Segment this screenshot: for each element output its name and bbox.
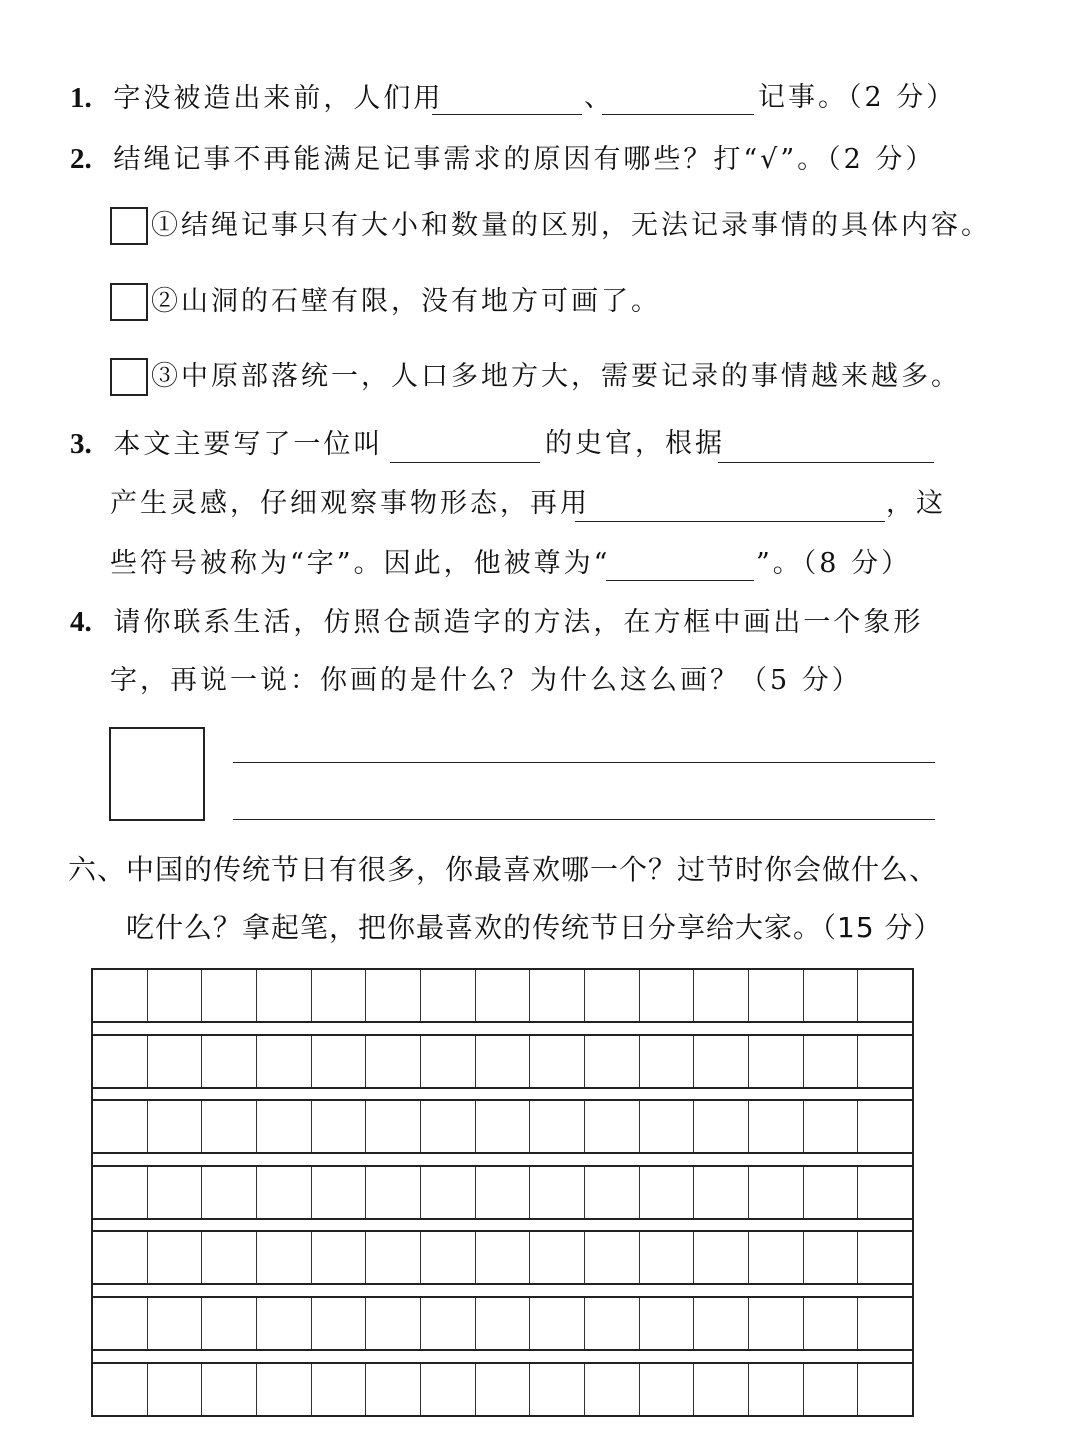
question-text-end: ”。（8 分）	[756, 548, 912, 579]
grid-cell[interactable]	[804, 1232, 859, 1283]
checkbox-option-3[interactable]	[110, 358, 148, 396]
answer-blank-q1-b[interactable]	[602, 114, 754, 115]
question-text: 本文主要写了一位叫	[113, 429, 384, 460]
grid-cell[interactable]	[148, 1298, 203, 1349]
grid-cell[interactable]	[312, 970, 367, 1021]
grid-cell[interactable]	[312, 1036, 367, 1087]
grid-cell[interactable]	[366, 1298, 421, 1349]
grid-cell[interactable]	[93, 1298, 148, 1349]
question-text: 请你联系生活，仿照仓颉造字的方法，在方框中画出一个象形	[113, 607, 924, 638]
grid-cell[interactable]	[694, 1364, 749, 1415]
grid-cell[interactable]	[640, 1298, 695, 1349]
grid-cell[interactable]	[421, 1364, 476, 1415]
grid-cell[interactable]	[202, 1298, 257, 1349]
grid-cell[interactable]	[148, 1101, 203, 1152]
grid-cell[interactable]	[858, 1036, 912, 1087]
section-6-heading-cont: 吃什么？拿起笔，把你最喜欢的传统节日分享给大家。（15 分）	[126, 911, 943, 944]
grid-cell[interactable]	[312, 1364, 367, 1415]
grid-cell[interactable]	[858, 970, 912, 1021]
drawing-box[interactable]	[109, 727, 205, 821]
grid-cell[interactable]	[749, 1101, 804, 1152]
grid-cell[interactable]	[858, 1298, 912, 1349]
grid-cell[interactable]	[640, 1036, 695, 1087]
grid-cell[interactable]	[749, 1167, 804, 1218]
answer-blank-q1-a[interactable]	[432, 114, 582, 115]
grid-cell[interactable]	[585, 1167, 640, 1218]
question-text: 些符号被称为“字”。因此，他被尊为“	[110, 548, 611, 579]
grid-cell[interactable]	[148, 970, 203, 1021]
question-number: 3.	[70, 428, 92, 460]
grid-cell[interactable]	[93, 1364, 148, 1415]
question-1	[70, 78, 443, 119]
grid-cell[interactable]	[585, 970, 640, 1021]
grid-cell[interactable]	[749, 1298, 804, 1349]
answer-blank-q3-basis[interactable]	[718, 462, 934, 463]
grid-cell[interactable]	[530, 1167, 585, 1218]
grid-row	[91, 1230, 914, 1285]
grid-cell[interactable]	[202, 970, 257, 1021]
grid-cell[interactable]	[476, 1364, 531, 1415]
question-text: 字，再说一说：你画的是什么？为什么这么画？（5 分）	[110, 665, 862, 696]
answer-line-q4-2[interactable]	[233, 819, 935, 820]
grid-cell[interactable]	[257, 1298, 312, 1349]
grid-cell[interactable]	[804, 1298, 859, 1349]
question-4	[70, 602, 923, 643]
grid-cell[interactable]	[312, 1101, 367, 1152]
question-number: 4.	[70, 606, 92, 638]
grid-row	[91, 1099, 914, 1154]
grid-cell[interactable]	[640, 1364, 695, 1415]
grid-cell[interactable]	[694, 1036, 749, 1087]
answer-line-q4-1[interactable]	[233, 762, 935, 763]
grid-cell[interactable]	[421, 1036, 476, 1087]
question-number: 1.	[70, 82, 92, 114]
grid-row	[91, 1034, 914, 1089]
grid-cell[interactable]	[694, 1101, 749, 1152]
grid-cell[interactable]	[202, 1232, 257, 1283]
grid-cell[interactable]	[530, 1232, 585, 1283]
answer-blank-q3-name[interactable]	[390, 462, 540, 463]
grid-cell[interactable]	[585, 1232, 640, 1283]
grid-cell[interactable]	[585, 1298, 640, 1349]
question-text: 结绳记事不再能满足记事需求的原因有哪些？打“√”。（2 分）	[113, 144, 936, 175]
grid-row	[91, 1296, 914, 1351]
grid-cell[interactable]	[749, 1036, 804, 1087]
grid-cell[interactable]	[257, 1232, 312, 1283]
question-text: 的史官，根据	[545, 428, 725, 459]
grid-cell[interactable]	[202, 1167, 257, 1218]
grid-cell[interactable]	[476, 1101, 531, 1152]
grid-cell[interactable]	[366, 970, 421, 1021]
grid-cell[interactable]	[530, 1298, 585, 1349]
grid-cell[interactable]	[93, 1167, 148, 1218]
grid-cell[interactable]	[421, 1167, 476, 1218]
grid-cell[interactable]	[202, 1364, 257, 1415]
grid-cell[interactable]	[640, 1167, 695, 1218]
grid-cell[interactable]	[858, 1167, 912, 1218]
grid-cell[interactable]	[749, 1232, 804, 1283]
grid-cell[interactable]	[476, 1298, 531, 1349]
grid-cell[interactable]	[93, 1101, 148, 1152]
grid-cell[interactable]	[202, 1101, 257, 1152]
option-text: ①结绳记事只有大小和数量的区别，无法记录事情的具体内容。	[151, 210, 991, 241]
grid-cell[interactable]	[694, 1232, 749, 1283]
grid-cell[interactable]	[366, 1167, 421, 1218]
grid-cell[interactable]	[148, 1036, 203, 1087]
grid-cell[interactable]	[476, 970, 531, 1021]
grid-cell[interactable]	[530, 1036, 585, 1087]
grid-cell[interactable]	[366, 1101, 421, 1152]
grid-cell[interactable]	[257, 1101, 312, 1152]
grid-cell[interactable]	[804, 1036, 859, 1087]
grid-cell[interactable]	[312, 1232, 367, 1283]
grid-row	[91, 1165, 914, 1220]
answer-blank-q3-method[interactable]	[575, 521, 885, 522]
question-text-end: 记事。（2 分）	[758, 82, 957, 113]
grid-cell[interactable]	[421, 1101, 476, 1152]
grid-cell[interactable]	[312, 1167, 367, 1218]
grid-cell[interactable]	[421, 1232, 476, 1283]
question-2	[70, 139, 935, 180]
grid-cell[interactable]	[640, 1101, 695, 1152]
grid-cell[interactable]	[640, 970, 695, 1021]
grid-cell[interactable]	[257, 970, 312, 1021]
grid-cell[interactable]	[476, 1232, 531, 1283]
grid-cell[interactable]	[148, 1364, 203, 1415]
grid-cell[interactable]	[804, 1101, 859, 1152]
grid-cell[interactable]	[476, 1167, 531, 1218]
grid-cell[interactable]	[366, 1036, 421, 1087]
grid-cell[interactable]	[93, 1232, 148, 1283]
grid-cell[interactable]	[257, 1036, 312, 1087]
grid-cell[interactable]	[858, 1364, 912, 1415]
grid-cell[interactable]	[694, 1298, 749, 1349]
grid-row	[91, 968, 914, 1023]
grid-cell[interactable]	[421, 970, 476, 1021]
grid-cell[interactable]	[749, 1364, 804, 1415]
grid-cell[interactable]	[257, 1167, 312, 1218]
grid-cell[interactable]	[585, 1036, 640, 1087]
checkbox-option-2[interactable]	[110, 283, 148, 321]
grid-cell[interactable]	[585, 1364, 640, 1415]
grid-cell[interactable]	[257, 1364, 312, 1415]
separator: 、	[584, 82, 614, 113]
grid-cell[interactable]	[148, 1167, 203, 1218]
grid-cell[interactable]	[476, 1036, 531, 1087]
grid-cell[interactable]	[421, 1298, 476, 1349]
answer-blank-q3-title[interactable]	[606, 580, 754, 581]
question-number: 2.	[70, 143, 92, 175]
grid-cell[interactable]	[93, 970, 148, 1021]
grid-cell[interactable]	[858, 1101, 912, 1152]
grid-cell[interactable]	[530, 1364, 585, 1415]
question-3	[70, 424, 383, 465]
grid-cell[interactable]	[804, 970, 859, 1021]
section-6-heading: 六、中国的传统节日有很多，你最喜欢哪一个？过节时你会做什么、	[68, 853, 939, 886]
grid-cell[interactable]	[749, 970, 804, 1021]
option-text: ③中原部落统一，人口多地方大，需要记录的事情越来越多。	[151, 361, 961, 392]
grid-cell[interactable]	[694, 1167, 749, 1218]
grid-row	[91, 1362, 914, 1417]
checkbox-option-1[interactable]	[110, 207, 148, 245]
grid-cell[interactable]	[858, 1232, 912, 1283]
grid-cell[interactable]	[93, 1036, 148, 1087]
grid-cell[interactable]	[148, 1232, 203, 1283]
grid-cell[interactable]	[366, 1232, 421, 1283]
grid-cell[interactable]	[530, 970, 585, 1021]
grid-cell[interactable]	[312, 1298, 367, 1349]
grid-cell[interactable]	[366, 1364, 421, 1415]
question-text: 字没被造出来前，人们用	[113, 83, 444, 114]
grid-cell[interactable]	[640, 1232, 695, 1283]
grid-cell[interactable]	[202, 1036, 257, 1087]
option-text: ②山洞的石壁有限，没有地方可画了。	[151, 286, 661, 317]
grid-cell[interactable]	[585, 1101, 640, 1152]
grid-cell[interactable]	[694, 970, 749, 1021]
grid-cell[interactable]	[530, 1101, 585, 1152]
question-text: 产生灵感，仔细观察事物形态，再用	[110, 488, 590, 519]
grid-cell[interactable]	[804, 1167, 859, 1218]
grid-cell[interactable]	[804, 1364, 859, 1415]
question-text: ，这	[886, 488, 946, 519]
